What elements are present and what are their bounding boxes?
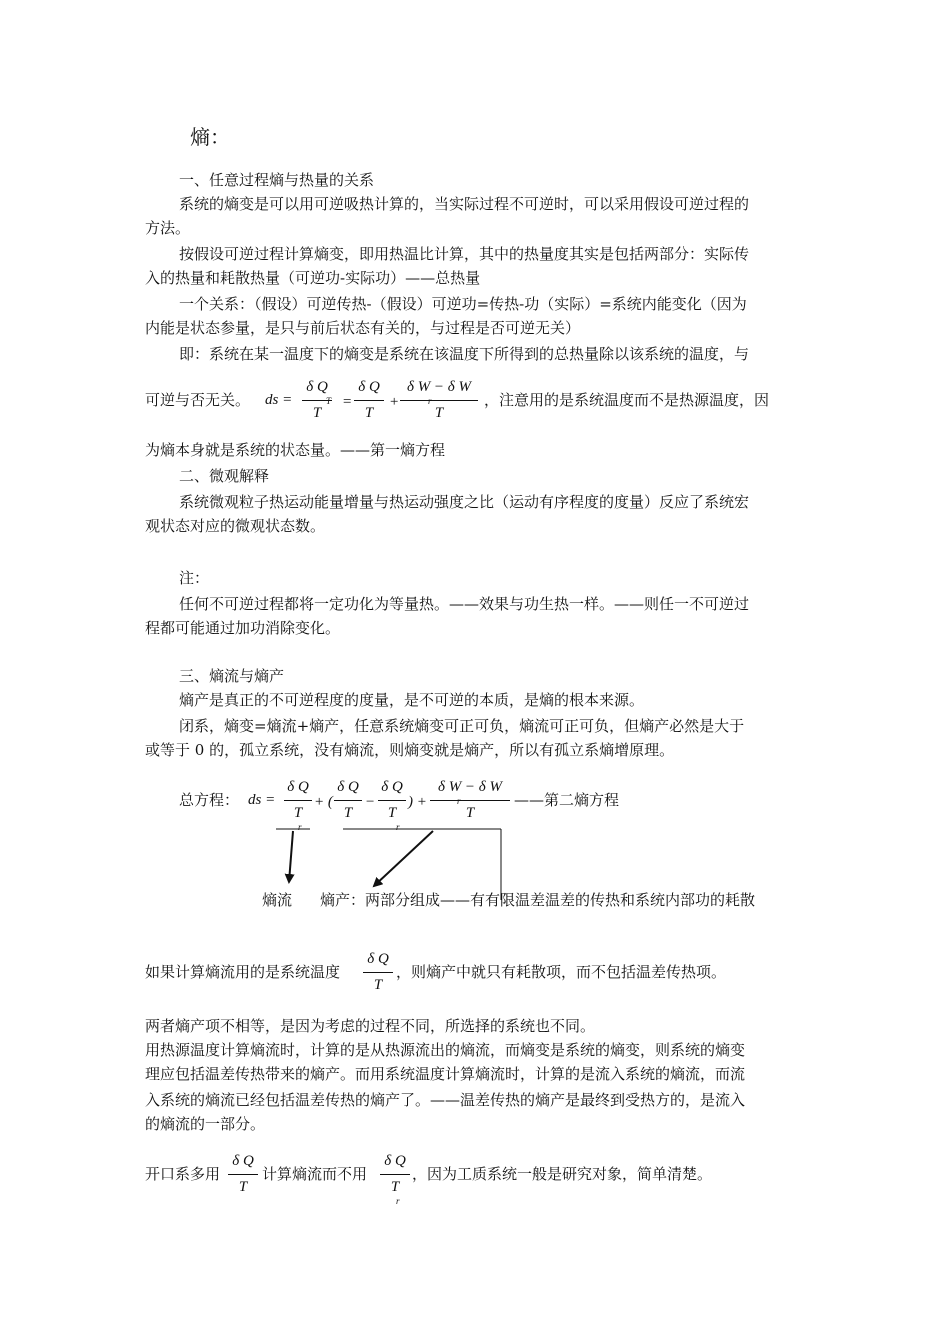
- eq2-label: 总方程：: [179, 791, 240, 809]
- eq2-f2-denominator: T: [343, 805, 353, 821]
- para-d-end: ，因为工质系统一般是研究对象，简单清楚。: [412, 1165, 713, 1183]
- eq2-f3-numerator: δ Q: [381, 779, 403, 795]
- entropy-production-label: 熵产：两部分组成——有有限温差温差的传热和系统内部功的耗散: [320, 891, 756, 909]
- eq1-f3-denominator: T: [434, 405, 444, 421]
- section-1-p4-line1: 即：系统在某一温度下的熵变是系统在该温度下所得到的总热量除以该系统的温度，与: [179, 345, 750, 363]
- section-2-p1-line1: 系统微观粒子热运动能量增量与热运动强度之比（运动有序程度的度量）反应了系统宏: [179, 493, 750, 511]
- para-d-f2-bar: [380, 1174, 410, 1175]
- para-d-fraction-2: [380, 1152, 410, 1198]
- eq1-f1-subscript: T: [326, 396, 332, 406]
- section-3-p1: 熵产是真正的不可逆程度的度量，是不可逆的本质，是熵的根本来源。: [179, 691, 645, 709]
- section-1-p2-line1: 按假设可逆过程计算熵变，即用热温比计算，其中的热量度其实是包括两部分：实际传: [179, 245, 750, 263]
- para-c-line2: 理应包括温差传热带来的熵产。而用系统温度计算熵流时，计算的是流入系统的熵流，而流: [145, 1065, 746, 1083]
- para-d-f2-denominator: T: [390, 1179, 400, 1195]
- para-d-f1-numerator: δ Q: [232, 1153, 254, 1169]
- eq2-f4-denominator: T: [465, 805, 475, 821]
- eq1-lhs: ds =: [265, 392, 293, 408]
- section-3-title: 三、熵流与熵产: [179, 667, 285, 685]
- section-1-p1-line2: 方法。: [145, 219, 191, 237]
- eq2-lhs: ds =: [248, 792, 276, 808]
- para-a-end: ，则熵产中就只有耗散项，而不包括温差传热项。: [396, 963, 727, 981]
- note-label: 注：: [179, 569, 210, 587]
- eq2-f1-denominator: T: [293, 805, 303, 821]
- para-a-start: 如果计算熵流用的是系统温度: [145, 963, 341, 981]
- eq1-f3-subscript: r: [428, 396, 432, 406]
- para-a-numerator: δ Q: [367, 951, 389, 967]
- para-c-line1: 用热源温度计算熵流时，计算的是从热源流出的熵流，而熵变是系统的熵变，则系统的熵变: [145, 1041, 746, 1059]
- para-b: 两者熵产项不相等，是因为考虑的过程不同，所选择的系统也不同。: [145, 1017, 596, 1035]
- section-2-p1-line2: 观状态对应的微观状态数。: [145, 517, 326, 535]
- eq2-f4-subscript: r: [457, 796, 461, 806]
- para-d-f1-bar: [228, 1174, 258, 1175]
- para-d-fraction-1: [228, 1152, 258, 1198]
- section-2-title: 二、微观解释: [179, 467, 270, 485]
- para-c-line3: 入系统的熵流已经包括温差传热的熵产了。——温差传热的熵产是最终到受热方的，是流入: [145, 1091, 746, 1109]
- para-d-f2-numerator: δ Q: [384, 1153, 406, 1169]
- eq1-f3-numerator: δ W − δ W: [406, 379, 472, 395]
- para-d-f1-denominator: T: [238, 1179, 248, 1195]
- eq2-f3-subscript: r: [396, 822, 400, 832]
- section-1-p1-line1: 系统的熵变是可以用可逆吸热计算的，当实际过程不可逆时，可以采用假设可逆过程的: [179, 195, 750, 213]
- section-1-p3-line1: 一个关系：（假设）可逆传热-（假设）可逆功=传热-功（实际）=系统内能变化（因为: [179, 295, 747, 313]
- eq1-plus: +: [389, 394, 400, 410]
- section-3-p2-line1: 闭系，熵变=熵流+熵产，任意系统熵变可正可负，熵流可正可负，但熵产必然是大于: [179, 717, 745, 735]
- section-3-p2-line2: 或等于 0 的，孤立系统，没有熵流，则熵变就是熵产，所以有孤立系熵增原理。: [145, 741, 675, 759]
- eq2-minus: −: [365, 794, 376, 810]
- eq2-f3-denominator: T: [387, 805, 397, 821]
- note-p1-line1: 任何不可逆过程都将一定功化为等量热。——效果与功生热一样。——则任一不可逆过: [179, 595, 750, 613]
- para-a-denominator: T: [373, 977, 383, 993]
- section-1-p4-line3: 为熵本身就是系统的状态量。——第一熵方程: [145, 441, 446, 459]
- section-1-p4-line2-start: 可逆与否无关。: [145, 391, 251, 409]
- eq1-f1-denominator: T: [312, 405, 322, 421]
- eq2-f1-subscript: r: [298, 822, 302, 832]
- eq2-f4-numerator: δ W − δ W: [437, 779, 503, 795]
- para-d-f2-subscript: r: [396, 1196, 400, 1206]
- eq1-f2-numerator: δ Q: [358, 379, 380, 395]
- eq2-close-plus: ) +: [408, 794, 427, 810]
- para-a-bar: [363, 972, 393, 973]
- section-1-p2-line2: 入的热量和耗散热量（可逆功-实际功）——总热量: [145, 269, 481, 287]
- page-title: 熵：: [190, 125, 230, 149]
- eq1-f2-denominator: T: [364, 405, 374, 421]
- eq2-plus-open: + (: [314, 794, 333, 810]
- para-c-line4: 的熵流的一部分。: [145, 1115, 266, 1133]
- eq1-equals: =: [342, 394, 353, 410]
- section-1-title: 一、任意过程熵与热量的关系: [179, 171, 375, 189]
- eq1-f1-numerator: δ Q: [306, 379, 328, 395]
- note-p1-line2: 程都可能通过加功消除变化。: [145, 619, 341, 637]
- entropy-flow-label: 熵流: [262, 891, 293, 909]
- para-a-fraction: [363, 950, 393, 996]
- para-d-start: 开口系多用: [145, 1165, 221, 1183]
- eq2-tail: ——第二熵方程: [514, 791, 620, 809]
- section-1-p3-line2: 内能是状态参量，是只与前后状态有关的，与过程是否可逆无关）: [145, 319, 581, 337]
- para-d-middle: 计算熵流而不用: [262, 1165, 368, 1183]
- eq2-f2-numerator: δ Q: [337, 779, 359, 795]
- production-arrow: [374, 831, 433, 886]
- eq2-f1-numerator: δ Q: [287, 779, 309, 795]
- flow-arrow: [289, 831, 293, 882]
- section-1-p4-line2-end: ，注意用的是系统温度而不是热源温度，因: [484, 391, 770, 409]
